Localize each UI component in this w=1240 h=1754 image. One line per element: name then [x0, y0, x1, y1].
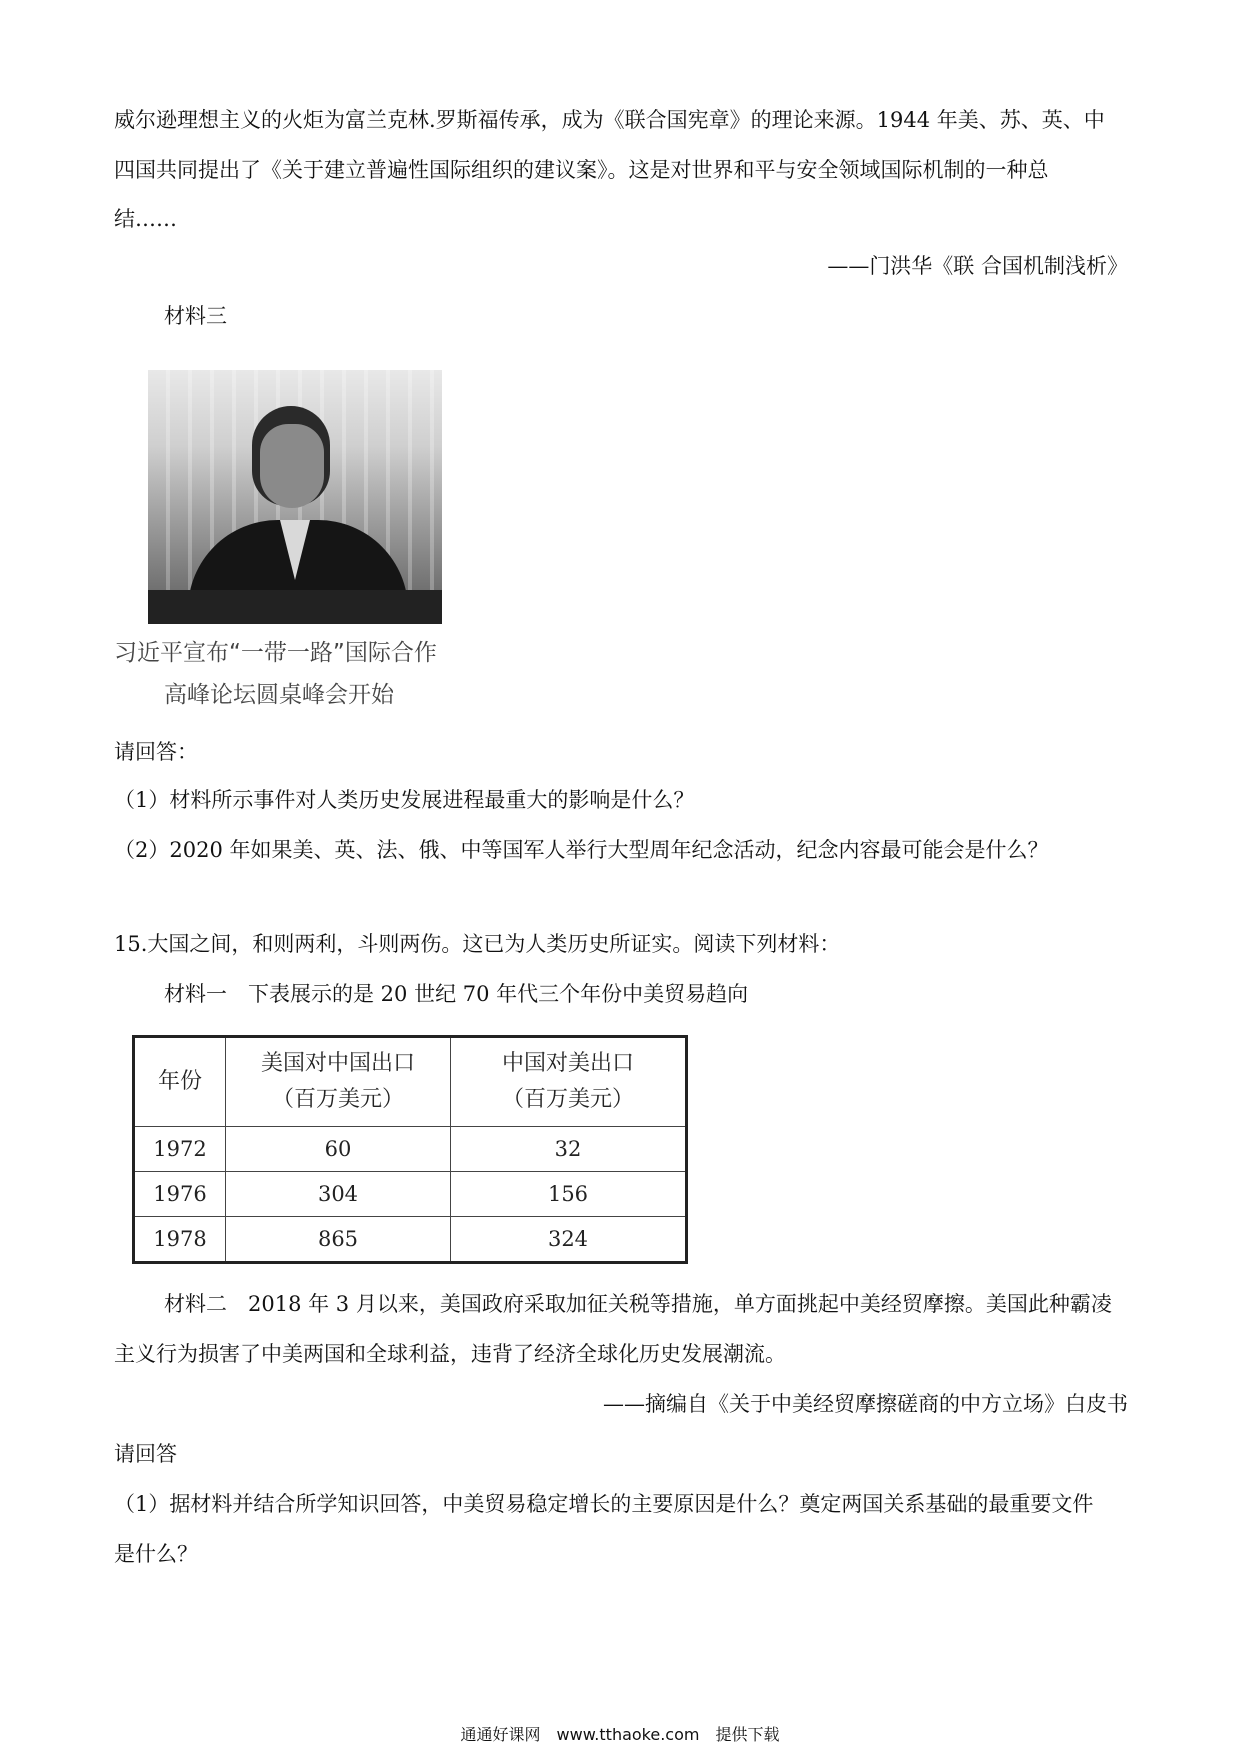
table-cell: 304	[226, 1172, 451, 1217]
question-prompt: 请回答	[114, 1442, 177, 1466]
table-row	[134, 1172, 687, 1217]
paragraph-line: 主义行为损害了中美两国和全球利益，违背了经济全球化历史发展潮流。	[114, 1342, 786, 1366]
photo-caption: 高峰论坛圆桌峰会开始	[164, 682, 394, 708]
table-row	[134, 1217, 687, 1263]
question-prompt: 请回答：	[114, 740, 198, 764]
paragraph-line: 结……	[114, 207, 177, 231]
material-label: 材料三	[164, 304, 227, 328]
photo-caption: 习近平宣布“一带一路”国际合作	[114, 640, 437, 666]
source-citation: ——门洪华《联 合国机制浅析》	[827, 254, 1128, 278]
source-citation: ——摘编自《关于中美经贸摩擦磋商的中方立场》白皮书	[603, 1392, 1128, 1416]
table-cell: 32	[451, 1127, 687, 1172]
question-item: 是什么？	[114, 1542, 198, 1566]
table-header-row	[134, 1037, 687, 1127]
footer-text: 通通好课网 www.tthaoke.com 提供下载	[460, 1725, 780, 1744]
paragraph-line: 材料二 2018 年 3 月以来，美国政府采取加征关税等措施，单方面挑起中美经贸摩擦。美国此种霸凌	[164, 1292, 1112, 1316]
trade-table	[132, 1035, 688, 1264]
table-cell: 1972	[134, 1127, 226, 1172]
question-item: （1）据材料并结合所学知识回答，中美贸易稳定增长的主要原因是什么？奠定两国关系基础的最重要文件	[114, 1492, 1094, 1516]
question-intro: 15.大国之间，和则两利，斗则两伤。这已为人类历史所证实。阅读下列材料：	[114, 932, 841, 956]
question-item: （1）材料所示事件对人类历史发展进程最重大的影响是什么？	[114, 788, 695, 812]
portrait-photo	[148, 370, 442, 624]
paragraph-line: 威尔逊理想主义的火炬为富兰克林.罗斯福传承，成为《联合国宪章》的理论来源。1944 年美、苏、英、中	[114, 108, 1105, 132]
table-row	[134, 1127, 687, 1172]
table-cell: 156	[451, 1172, 687, 1217]
table-header: 中国对美出口 （百万美元）	[451, 1037, 687, 1127]
table-cell: 865	[226, 1217, 451, 1263]
table-cell: 1978	[134, 1217, 226, 1263]
table-cell: 324	[451, 1217, 687, 1263]
table-cell: 1976	[134, 1172, 226, 1217]
paragraph-line: 四国共同提出了《关于建立普遍性国际组织的建议案》。这是对世界和平与安全领域国际机制的一种总	[114, 158, 1049, 182]
material-label: 材料一 下表展示的是 20 世纪 70 年代三个年份中美贸易趋向	[164, 982, 749, 1006]
table-cell: 60	[226, 1127, 451, 1172]
table-header: 年份	[134, 1037, 226, 1127]
question-item: （2）2020 年如果美、英、法、俄、中等国军人举行大型周年纪念活动，纪念内容最可能会是什么？	[114, 838, 1049, 862]
table-header: 美国对中国出口 （百万美元）	[226, 1037, 451, 1127]
